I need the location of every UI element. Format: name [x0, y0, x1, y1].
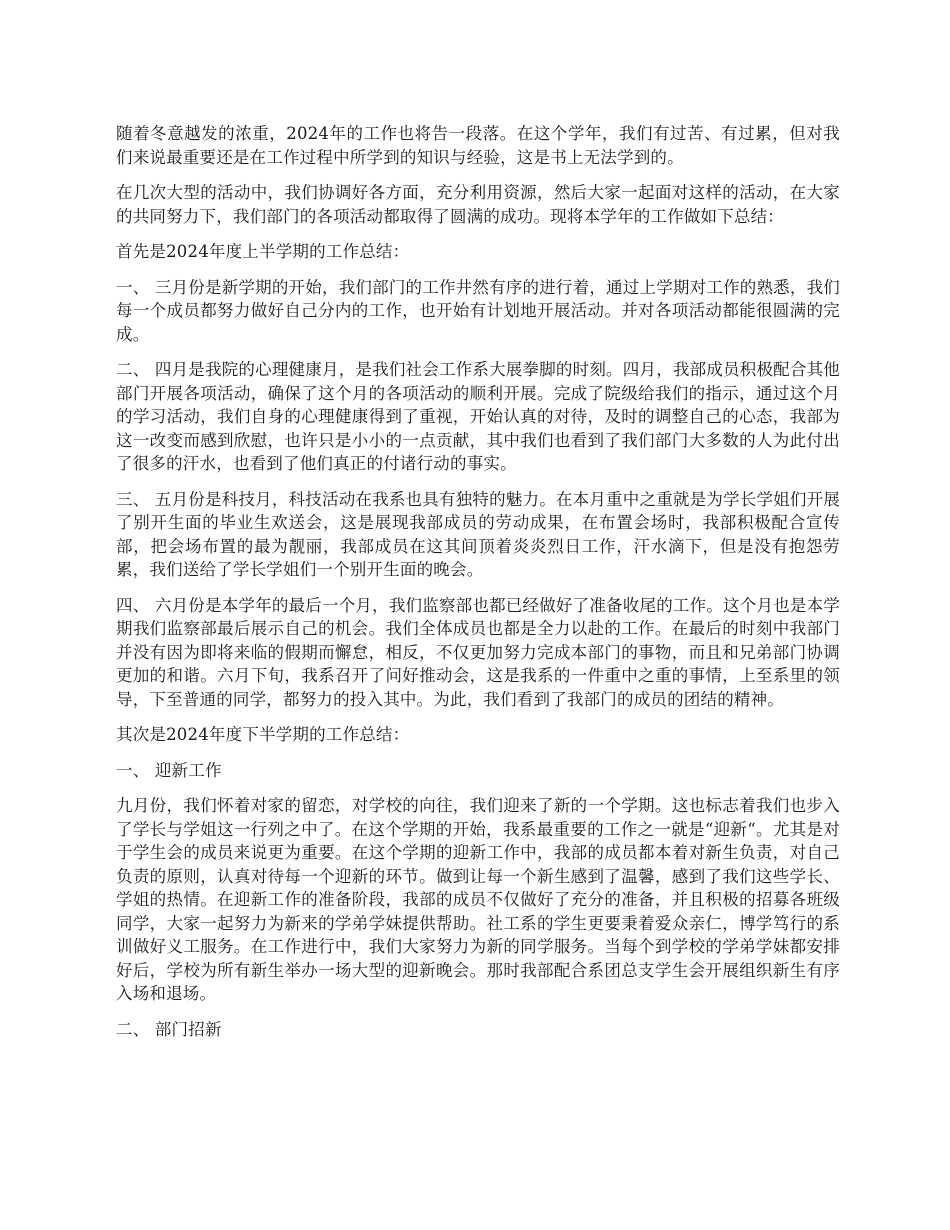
paragraph-march: 一、 三月份是新学期的开始，我们部门的工作井然有序的进行着，通过上学期对工作的熟悉，我们每一个成员都努力做好自己分内的工作，也开始有计划地开展活动。并对各项活动都能很圆满的完成。	[116, 277, 840, 344]
subheading-recruitment: 二、 部门招新	[116, 1019, 222, 1039]
paragraph-may: 三、 五月份是科技月，科技活动在我系也具有独特的魅力。在本月重中之重就是为学长学姐们开展了别开生面的毕业生欢送会，这是展现我部成员的劳动成果，在布置会场时，我部积极配合宣传部，把会场布置的最为靓丽，我部成员在这其间顶着炎炎烈日工作，汗水滴下，但是没有抱怨劳累，我们送给了学长学姐们一个别开生面的晚会。	[116, 489, 840, 579]
paragraph-june: 四、 六月份是本学年的最后一个月，我们监察部也都已经做好了准备收尾的工作。这个月也是本学期我们监察部最后展示自己的机会。我们全体成员也都是全力以赴的工作。在最后的时刻中我部门并没有因为即将来临的假期而懈怠，相反，不仅更加努力完成本部门的事物，而且和兄弟部门协调更加的和谐。六月下旬，我系召开了问好推动会，这是我系的一件重中之重的事情，上至系里的领导，下至普通的同学，都努力的投入其中。为此，我们看到了我部门的成员的团结的精神。	[116, 595, 840, 709]
paragraph-intro: 随着冬意越发的浓重，2024年的工作也将告一段落。在这个学年，我们有过苦、有过累，但对我们来说最重要还是在工作过程中所学到的知识与经验，这是书上无法学到的。	[116, 124, 840, 167]
subheading-welcome-work: 一、 迎新工作	[116, 760, 222, 780]
section-heading-second-half: 其次是2024年度下半学期的工作总结：	[116, 725, 410, 744]
paragraph-overview: 在几次大型的活动中，我们协调好各方面，充分利用资源，然后大家一起面对这样的活动，在大家的共同努力下，我们部门的各项活动都取得了圆满的成功。现将本学年的工作做如下总结：	[116, 183, 840, 226]
section-heading-first-half: 首先是2024年度上半学期的工作总结：	[116, 242, 410, 261]
paragraph-september: 九月份，我们怀着对家的留恋，对学校的向往，我们迎来了新的一个学期。这也标志着我们也步入了学长与学姐这一行列之中了。在这个学期的开始，我系最重要的工作之一就是“迎新“。尤其是对于学生会的成员来说更为重要。在这个学期的迎新工作中，我部的成员都本着对新生负责，对自己负责的原则，认真对待每一个迎新的环节。做到让每一个新生感到了温馨，感到了我们这些学长、学姐的热情。在迎新工作的准备阶段，我部的成员不仅做好了充分的准备，并且积极的招募各班级同学，大家一起努力为新来的学弟学妹提供帮助。社工系的学生更要秉着爱众亲仁，博学笃行的系训做好义工服务。在工作进行中，我们大家努力为新的同学服务。当每个到学校的学弟学妹都安排好后，学校为所有新生举办一场大型的迎新晚会。那时我部配合系团总支学生会开展组织新生有序入场和退场。	[116, 796, 840, 1003]
paragraph-april: 二、 四月是我院的心理健康月，是我们社会工作系大展拳脚的时刻。四月，我部成员积极配合其他部门开展各项活动，确保了这个月的各项活动的顺利开展。完成了院级给我们的指示，通过这个月的学习活动，我们自身的心理健康得到了重视，开始认真的对待，及时的调整自己的心态，我部为这一改变而感到欣慰，也许只是小小的一点贡献，其中我们也看到了我们部门大多数的人为此付出了很多的汗水，也看到了他们真正的付诸行动的事实。	[116, 360, 840, 473]
